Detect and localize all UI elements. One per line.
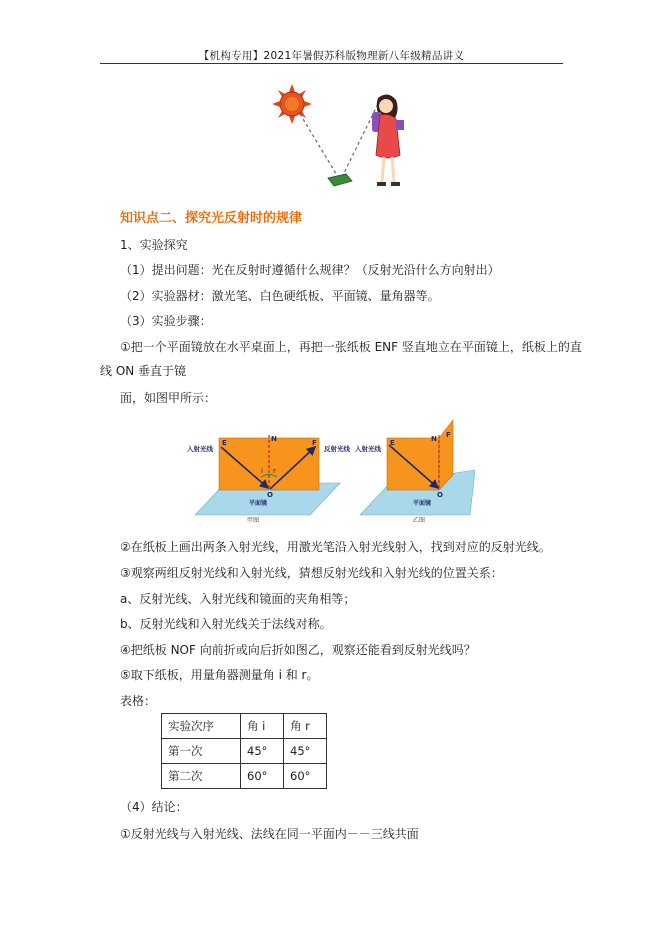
caption-left: 甲图 (247, 517, 260, 524)
caption-right: 乙图 (413, 517, 426, 524)
paragraph: （1）提出问题：光在反射时遵循什么规律？（反射光沿什么方向射出） (120, 263, 500, 277)
label-reflected: 反射光线 (324, 445, 350, 453)
experiment-table (161, 713, 327, 789)
section-heading: 知识点二、探究光反射时的规律 (120, 211, 303, 226)
figure-right (355, 420, 475, 524)
paragraph: ③观察两组反射光线和入射光线，猜想反射光线和入射光线的位置关系： (120, 566, 503, 580)
label-F: F (446, 431, 451, 439)
paragraph: ②在纸板上画出两条入射光线，用激光笔沿入射光线射入，找到对应的反射光线。 (120, 540, 551, 554)
paragraph: （4）结论： (120, 800, 188, 814)
label-F: F (312, 439, 317, 447)
label-N: N (431, 435, 437, 443)
table-cell: 第二次 (162, 764, 241, 789)
label-i: i (261, 467, 263, 475)
sun-book-girl-illustration (270, 82, 420, 197)
label-r: r (273, 467, 276, 475)
page-header: 【机构专用】2021年暑假苏科版物理新八年级精品讲义 (198, 50, 465, 62)
paragraph: b、反射光线和入射光线关于法线对称。 (120, 617, 332, 631)
table-header-cell: 角 i (241, 714, 284, 739)
table-header-row (162, 714, 327, 739)
table-cell: 45° (241, 739, 284, 764)
book-icon (328, 174, 352, 186)
label-E: E (222, 439, 227, 447)
table-cell: 60° (241, 764, 284, 789)
label-O: O (437, 491, 443, 499)
sun-icon (272, 84, 312, 124)
header-divider (100, 63, 563, 64)
paragraph: ①反射光线与入射光线、法线在同一平面内－－三线共面 (120, 827, 419, 841)
paragraph: 线 ON 垂直于镜 (100, 364, 187, 378)
label-incident: 入射光线 (355, 445, 381, 453)
figure-left (187, 435, 351, 524)
paragraph: 面，如图甲所示： (120, 391, 217, 405)
table-cell: 60° (284, 764, 327, 789)
label-incident: 入射光线 (187, 445, 213, 453)
table-row (162, 739, 327, 764)
table-header-cell: 角 r (284, 714, 327, 739)
table-row (162, 764, 327, 789)
label-mirror: 平面镜 (413, 500, 432, 507)
girl-icon (372, 94, 404, 186)
label-N: N (271, 435, 277, 443)
paragraph: ④把纸板 NOF 向前折或向后折如图乙，观察还能看到反射光线吗？ (120, 643, 476, 657)
label-O: O (267, 491, 273, 499)
paragraph: （3）实验步骤： (120, 314, 212, 328)
table-cell: 45° (284, 739, 327, 764)
label-E: E (390, 439, 395, 447)
paragraph: ⑤取下纸板，用量角器测量角 i 和 r。 (120, 668, 319, 682)
paragraph: （2）实验器材：激光笔、白色硬纸板、平面镜、量角器等。 (120, 289, 440, 303)
paragraph: 表格： (120, 694, 157, 708)
paragraph: ①把一个平面镜放在水平桌面上，再把一张纸板 ENF 竖直地立在平面镜上，纸板上的直 (120, 340, 582, 354)
paragraph: 1、实验探究 (120, 238, 188, 252)
table-header-cell: 实验次序 (162, 714, 241, 739)
paragraph: a、反射光线、入射光线和镜面的夹角相等； (120, 592, 356, 606)
table-cell: 第一次 (162, 739, 241, 764)
label-mirror: 平面镜 (249, 500, 268, 507)
reflection-experiment-figure (185, 415, 475, 527)
